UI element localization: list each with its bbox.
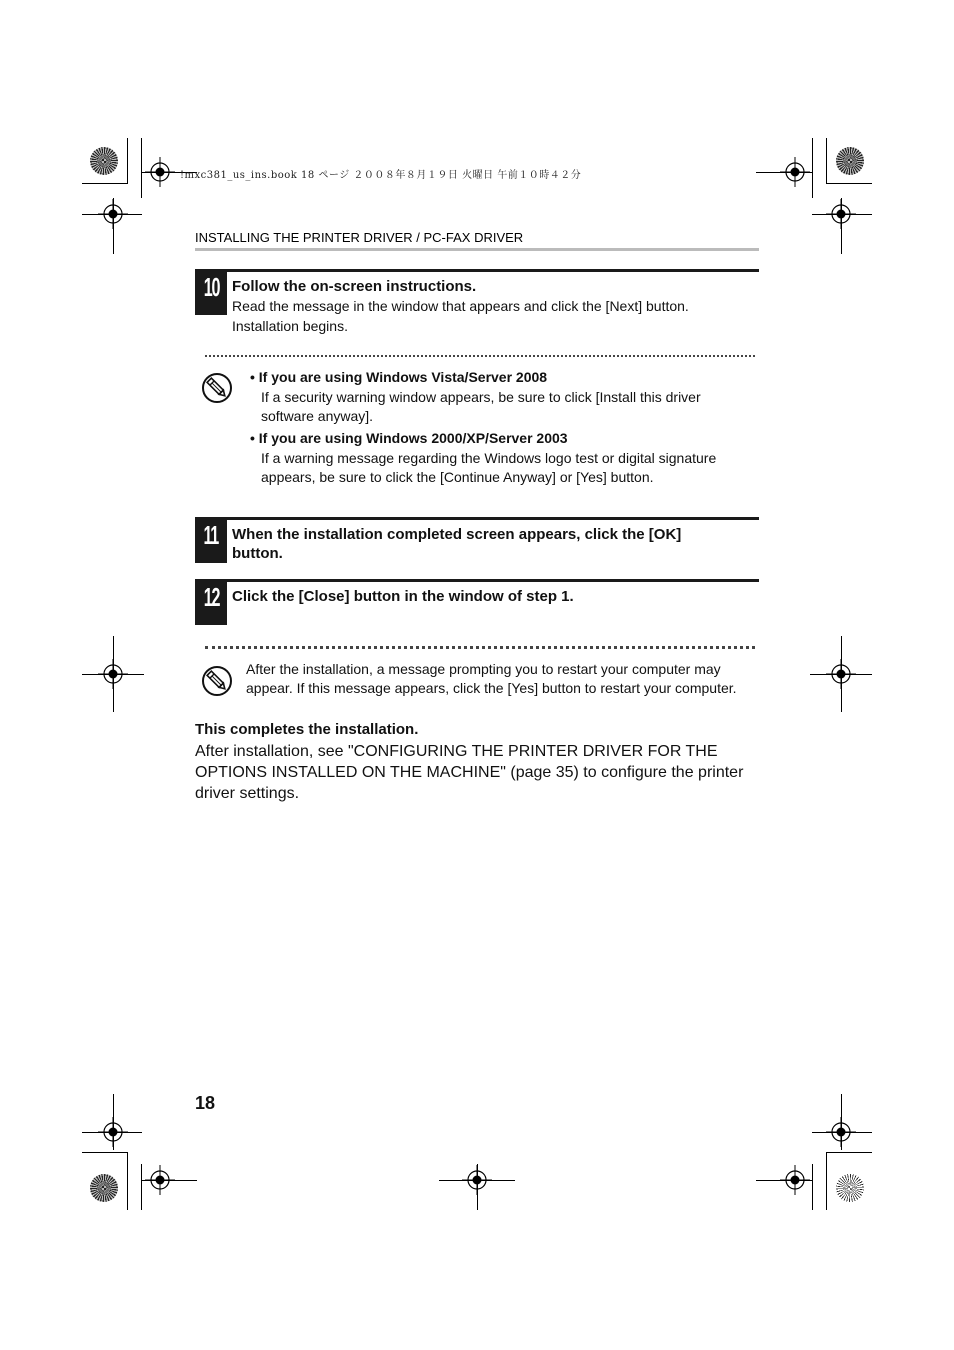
- note-pencil-icon: [201, 372, 233, 404]
- note-bullet-line: If a security warning window appears, be sure to click [Install this driver: [261, 389, 701, 405]
- step-number: 12: [195, 579, 227, 625]
- step-rule: [227, 579, 759, 582]
- step-number: 10: [195, 269, 227, 315]
- color-target-icon: [90, 147, 118, 175]
- dotted-divider: [205, 355, 755, 357]
- note-bullet-line: appears, be sure to click the [Continue Anyway] or [Yes] button.: [261, 469, 654, 485]
- step-title-line: button.: [232, 545, 283, 562]
- completion-line: After installation, see "CONFIGURING THE PRINTER DRIVER FOR THE: [195, 743, 718, 760]
- color-target-icon: [836, 1174, 864, 1202]
- note-bullet-line: software anyway].: [261, 408, 374, 424]
- step-rule: [227, 269, 759, 272]
- completion-line: driver settings.: [195, 785, 300, 802]
- step-title: Follow the on-screen instructions.: [232, 278, 477, 295]
- running-head: INSTALLING THE PRINTER DRIVER / PC-FAX DRIVER: [195, 230, 524, 245]
- registration-mark-icon: [98, 1117, 128, 1147]
- registration-mark-icon: [145, 1165, 175, 1195]
- running-head-rule: [195, 248, 759, 251]
- completion-line: OPTIONS INSTALLED ON THE MACHINE" (page 35) to configure the printer: [195, 764, 744, 781]
- note-pencil-icon: [201, 665, 233, 697]
- page-number: 18: [195, 1093, 216, 1113]
- step-body-line: Installation begins.: [232, 318, 348, 334]
- note-bullet-title: • If you are using Windows Vista/Server 2008: [250, 369, 548, 385]
- registration-mark-icon: [145, 157, 175, 187]
- color-target-icon: [90, 1174, 118, 1202]
- completion-text: [195, 741, 755, 804]
- step-title: Click the [Close] button in the window of step 1.: [232, 588, 574, 605]
- registration-mark-icon: [780, 1165, 810, 1195]
- note-bullet-line: If a warning message regarding the Windows logo test or digital signature: [261, 450, 717, 466]
- color-target-icon: [836, 147, 864, 175]
- note-bullet-title: • If you are using Windows 2000/XP/Server 2003: [250, 430, 568, 446]
- note-line: After the installation, a message prompting you to restart your computer may: [246, 661, 721, 677]
- step-number: 11: [195, 517, 227, 563]
- registration-mark-icon: [826, 1117, 856, 1147]
- note-line: appear. If this message appears, click the [Yes] button to restart your computer.: [246, 680, 737, 696]
- step-body-line: Read the message in the window that appears and click the [Next] button.: [232, 298, 689, 314]
- dotted-divider: [205, 646, 755, 649]
- registration-mark-icon: [98, 659, 128, 689]
- registration-mark-icon: [826, 659, 856, 689]
- print-header: !mxc381_us_ins.book 18 ページ ２００８年８月１９日 火曜日 午前１０時４２分: [180, 170, 582, 181]
- registration-mark-icon: [780, 157, 810, 187]
- step-title-line: When the installation completed screen appears, click the [OK]: [232, 526, 682, 543]
- registration-mark-icon: [462, 1165, 492, 1195]
- step-rule: [227, 517, 759, 520]
- completion-title: This completes the installation.: [195, 721, 419, 738]
